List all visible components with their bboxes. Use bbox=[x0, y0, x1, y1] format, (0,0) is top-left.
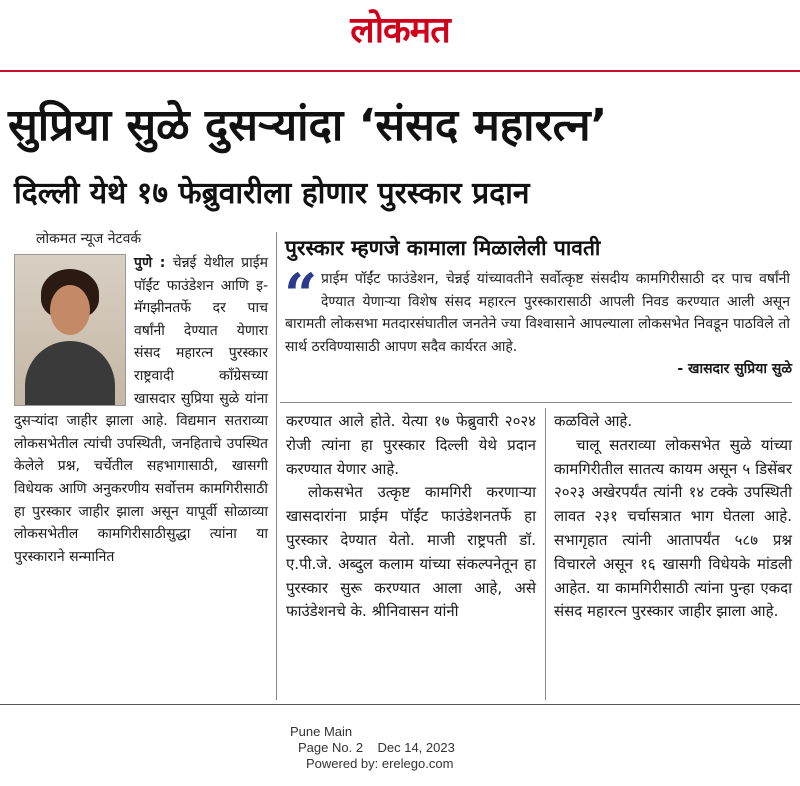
page-date-label: Page No. 2 Dec 14, 2023 bbox=[298, 740, 455, 755]
quote-mark-icon: “ bbox=[284, 261, 318, 329]
left-column-text: चेन्नई येथील प्राईम पॉईंट फाउंडेशन आणि इ- मॅगझीनतर्फे दर पाच वर्षांनी देण्यात येणारा संसद महारत्न पुरस्कार राष्ट्रवादी काँग्रेसच्या खासदार सुप्रिया सुळे यांना दुसऱ्यांदा जाहीर झाला आहे. विद्यमान सतराव्या लोकसभेतील त्यांची उपस्थिती, जनहिताचे उपस्थित केलेले प्रश्न, चर्चेतील सहभागासाठी, खासगी विधेयक आणि अनुकरणीय सर्वोत्तम कामगिरीसाठी हा पुरस्कार जाहीर झाला असून यापूर्वी सोळाव्या लोकसभेतील कामगिरीसाठीसुद्धा त्यांना या पुरस्काराने सन्मानित bbox=[14, 255, 269, 565]
portrait-photo-icon bbox=[14, 254, 126, 406]
middle-column bbox=[286, 410, 536, 624]
byline: लोकमत न्यूज नेटवर्क bbox=[36, 231, 142, 247]
quote-signature: - खासदार सुप्रिया सुळे bbox=[520, 358, 792, 380]
headline: सुप्रिया सुळे दुसऱ्यांदा ‘संसद महारत्न’ bbox=[8, 100, 608, 151]
middle-paragraph-2: लोकसभेत उत्कृष्ट कामगिरी करणाऱ्या खासदारांना प्राईम पॉईंट फाउंडेशनतर्फे हा पुरस्कार देण्यात येतो. माजी राष्ट्रपती डॉ. ए.पी.जे. अब्दुल कलाम यांच्या संकल्पनेतून हा पुरस्कार सुरू करण्यात आला आहे, असे फाउंडेशनचे के. श्रीनिवासन यांनी bbox=[286, 483, 536, 621]
left-column bbox=[14, 252, 268, 568]
lokmat-logo: लोकमत bbox=[350, 9, 450, 51]
masthead bbox=[0, 0, 800, 72]
subheadline: दिल्ली येथे १७ फेब्रुवारीला होणार पुरस्कार प्रदान bbox=[14, 176, 530, 211]
dateline: पुणे : bbox=[134, 255, 166, 271]
column-divider bbox=[276, 232, 277, 700]
right-column bbox=[554, 410, 792, 624]
quote-box-text: प्राईम पॉईंट फाउंडेशन, चेन्नई यांच्यावतीने सर्वोत्कृष्ट संसदीय कामगिरीसाठी दर पाच वर्षांनी देण्यात येणाऱ्या विशेष संसद महारत्न पुरस्कारासाठी आपली निवड करण्यात आली असून बारामती लोकसभा मतदारसंघातील जनतेने ज्या विश्वासाने आपल्याला लोकसभेत निवडून पाठविले तो सार्थ ठरविण्यासाठी आपण सदैव कार्यरत आहे. bbox=[285, 271, 790, 355]
right-paragraph-2: चालू सतराव्या लोकसभेत सुळे यांच्या कामगिरीतील सातत्य कायम असून ५ डिसेंबर २०२३ अखेरपर्यंत त्यांनी १४ टक्के उपस्थिती लावत २३१ चर्चासत्रात भाग घेतला आहे. सभागृहात त्यांनी आतापर्यंत ५८७ प्रश्न विचारले असून १६ खासगी विधेयके मांडली आहेत. या कामगिरीसाठी त्यांना पुन्हा एकदा संसद महारत्न पुरस्कार जाहीर झाला आहे. bbox=[554, 435, 792, 621]
right-paragraph-1: कळविले आहे. bbox=[554, 412, 633, 430]
quote-box-divider bbox=[280, 402, 792, 403]
edition-label: Pune Main bbox=[290, 724, 353, 739]
quote-box-title: पुरस्कार म्हणजे कामाला मिळालेली पावती bbox=[285, 236, 601, 260]
powered-by-label: Powered by: erelego.com bbox=[306, 756, 454, 771]
footer-divider bbox=[0, 704, 800, 705]
footer bbox=[270, 724, 530, 772]
column-divider-2 bbox=[545, 408, 546, 700]
middle-paragraph-1: करण्यात आले होते. येत्या १७ फेब्रुवारी २०२४ रोजी त्यांना हा पुरस्कार दिल्ली येथे प्रदान करण्यात येणार आहे. bbox=[286, 412, 536, 478]
